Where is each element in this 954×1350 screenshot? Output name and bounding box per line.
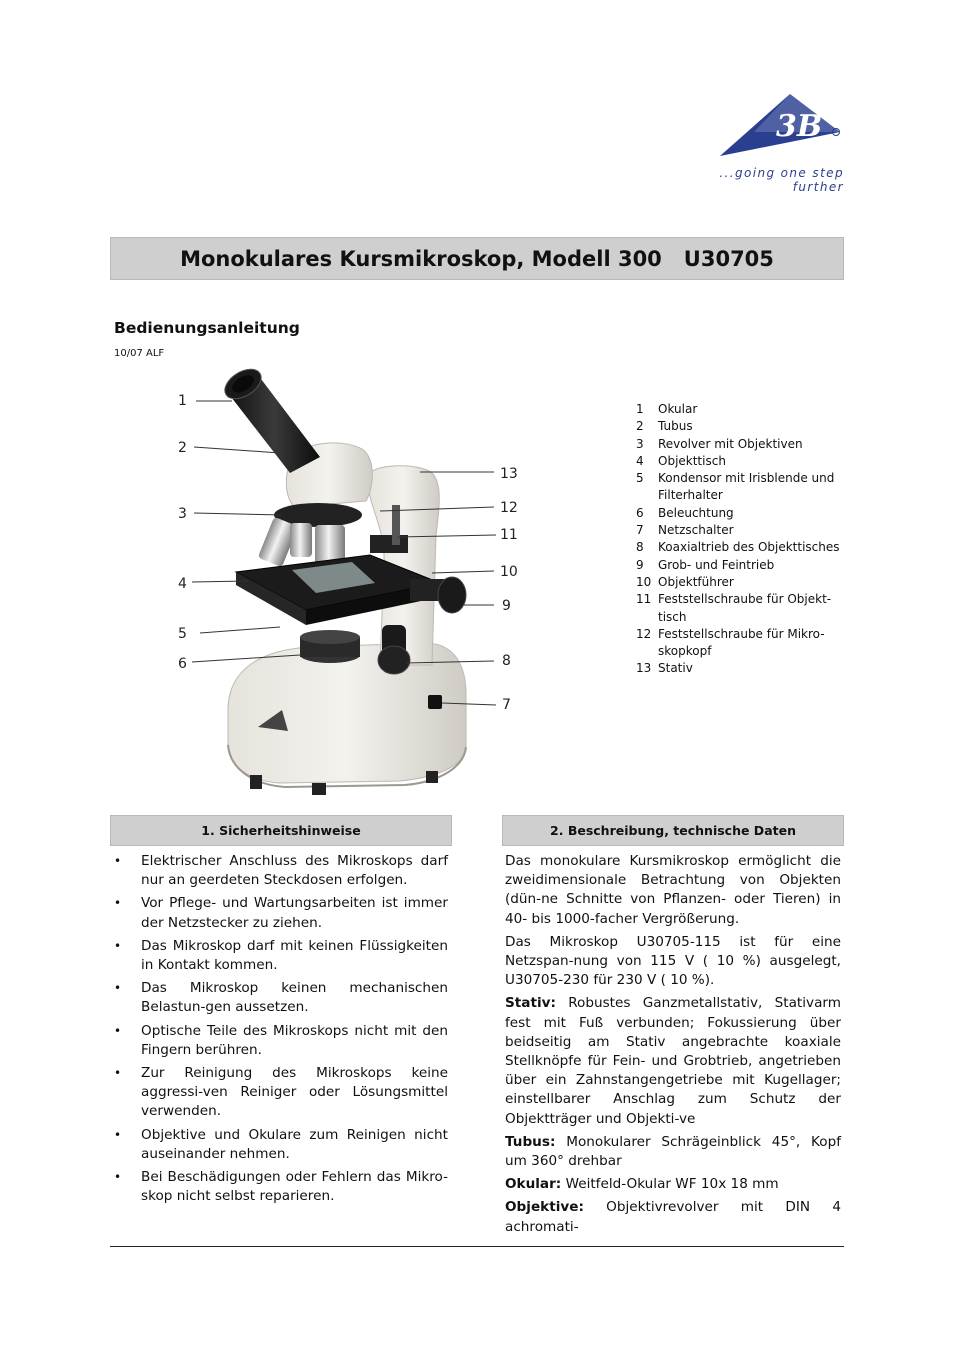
- list-item: • Objektive und Okulare zum Reinigen nicht auseinander nehmen.: [110, 1126, 452, 1164]
- callout-9: 9: [502, 598, 511, 614]
- legend-item: 6 Beleuchtung: [636, 505, 734, 520]
- microscope-illustration: [170, 365, 530, 808]
- legend-item: 3 Revolver mit Objektiven: [636, 436, 803, 451]
- callout-8: 8: [502, 653, 511, 669]
- spec-okular: Okular: Weitfeld-Okular WF 10x 18 mm: [505, 1176, 779, 1193]
- legend-item: 5 Kondensor mit Irisblende und Filterhalter: [636, 471, 835, 503]
- callout-5: 5: [178, 626, 187, 642]
- callout-6: 6: [178, 656, 187, 672]
- legend-item: 1 Okular: [636, 402, 698, 416]
- section-heading-safety: 1. Sicherheitshinweise: [110, 815, 452, 846]
- spec-stativ: Stativ: Robustes Ganzmetallstativ, Stativarm fest mit Fuß verbunden; Fokussierung über beidseitig am Stativ angebrachte koaxiale Stellknöpfe für Fein- und Grobtrieb, angetrieben über ein Zahnstangengetriebe mit Kugellager; einstellbarer Anschlag zum Schutz der Objektträger und Objekti-ve: [505, 995, 841, 1127]
- list-item: • Bei Beschädigungen oder Fehlern das Mikro-skop nicht selbst reparieren.: [110, 1168, 452, 1206]
- brand-logo: [672, 92, 847, 194]
- 3b-triangle-logo-icon: [720, 92, 842, 158]
- callout-4: 4: [178, 576, 187, 592]
- page-title: [180, 247, 774, 271]
- list-item: • Vor Pflege- und Wartungsarbeiten ist immer der Netzstecker zu ziehen.: [110, 894, 452, 932]
- legend-item: 4 Objekttisch: [636, 453, 726, 468]
- callout-2: 2: [178, 440, 187, 456]
- legend-item: 13 Stativ: [636, 661, 693, 676]
- description-column: [505, 852, 841, 1241]
- callout-7: 7: [502, 697, 511, 713]
- list-item: • Zur Reinigung des Mikroskops keine aggressi-ven Reiniger oder Lösungsmittel verwenden.: [110, 1064, 452, 1122]
- legend-item: 9 Grob- und Feintrieb: [636, 557, 775, 572]
- spec-objektive: Objektive: Objektivrevolver mit DIN 4 achromati-: [505, 1199, 841, 1235]
- document-subtitle: Bedienungsanleitung: [114, 319, 300, 337]
- brand-slogan: ...going one step further: [719, 166, 844, 194]
- spec-tubus: Tubus: Monokularer Schrägeinblick 45°, Kopf um 360° drehbar: [505, 1133, 841, 1170]
- list-item: • Optische Teile des Mikroskops nicht mit den Fingern berühren.: [110, 1022, 452, 1060]
- voltage-paragraph: Das Mikroskop U30705-115 ist für eine Netzspan-nung von 115 V ( 10 %) ausgelegt, U30705-230 für 230 V ( 10 %).: [505, 933, 841, 989]
- list-item: • Das Mikroskop darf mit keinen Flüssigkeiten in Kontakt kommen.: [110, 937, 452, 975]
- callout-3: 3: [178, 506, 187, 522]
- list-item: • Elektrischer Anschluss des Mikroskops darf nur an geerdeten Steckdosen erfolgen.: [110, 852, 452, 890]
- callout-13: 13: [500, 466, 518, 482]
- legend-item: 7 Netzschalter: [636, 523, 734, 538]
- logo-text: 3B: [776, 109, 823, 144]
- product-title: Monokulares Kursmikroskop, Modell 300: [180, 246, 662, 271]
- intro-paragraph: Das monokulare Kursmikroskop ermöglicht die zweidimensionale Betrachtung von Objekten (dün-ne Schnitte von Pflanzen- oder Tieren) in 40- bis 1000-facher Vergrößerung.: [505, 853, 841, 927]
- legend-item: 8 Koaxialtrieb des Objekttisches: [636, 540, 840, 555]
- legend-item: 10 Objektführer: [636, 574, 734, 589]
- safety-column: [110, 852, 452, 1210]
- microscope-figure: [170, 365, 530, 808]
- revision-code: 10/07 ALF: [114, 348, 165, 359]
- footer-divider: [110, 1246, 844, 1247]
- callout-12: 12: [500, 500, 518, 516]
- callout-10: 10: [500, 564, 518, 580]
- parts-legend: [636, 401, 846, 678]
- callout-1: 1: [178, 393, 187, 409]
- callout-11: 11: [500, 527, 518, 543]
- safety-list: [110, 852, 452, 1206]
- section-heading-description: 2. Beschreibung, technische Daten: [502, 815, 844, 846]
- product-code: U30705: [683, 246, 774, 271]
- legend-item: 12 Feststellschraube für Mikro-skopkopf: [636, 626, 825, 659]
- legend-item: 11 Feststellschraube für Objekt-tisch: [636, 592, 832, 624]
- list-item: • Das Mikroskop keinen mechanischen Belastun-gen aussetzen.: [110, 979, 452, 1017]
- legend-item: 2 Tubus: [636, 419, 693, 434]
- title-bar: [110, 237, 844, 280]
